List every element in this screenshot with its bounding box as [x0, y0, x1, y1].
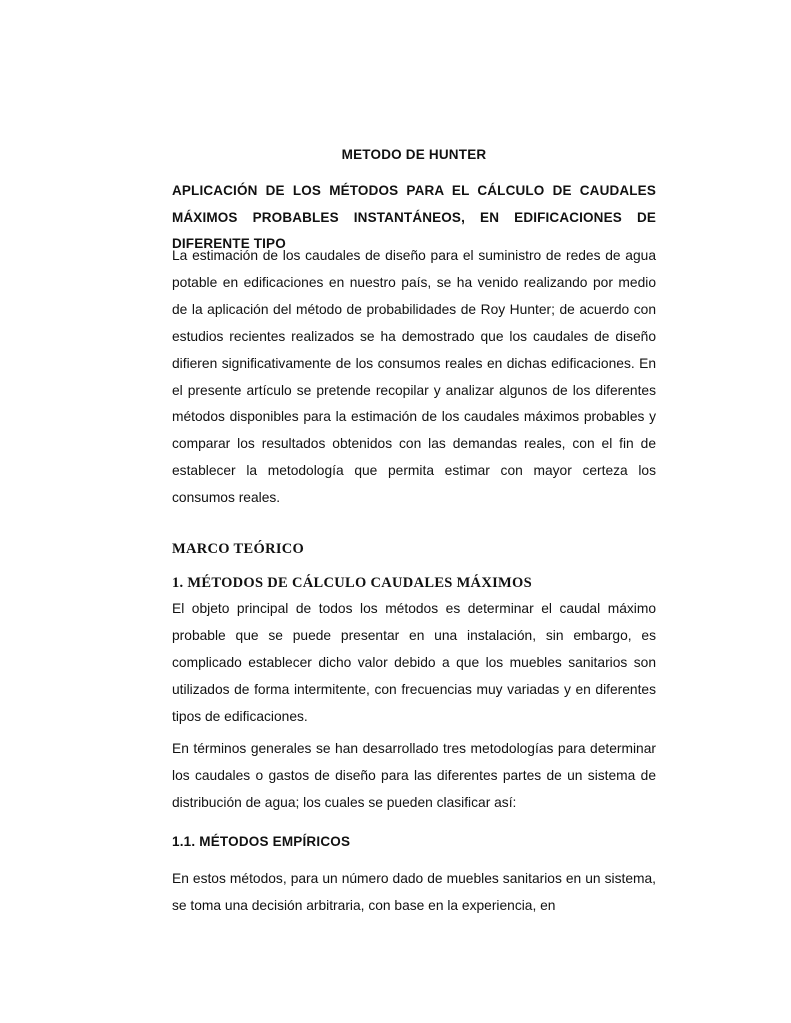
subsubsection-heading-metodos-empiricos: 1.1. MÉTODOS EMPÍRICOS [172, 834, 351, 849]
section-heading-marco-teorico: MARCO TEÓRICO [172, 541, 305, 557]
document-title: METODO DE HUNTER [341, 147, 487, 162]
paragraph-methodologies: En términos generales se han desarrollado tres metodologías para determinar los caudales o gastos de diseño para las diferentes partes de un sistema de distribución de agua; los cuales se pueden clasificar así: [172, 741, 656, 810]
subsection-heading-metodos-calculo: 1. MÉTODOS DE CÁLCULO CAUDALES MÁXIMOS [172, 575, 532, 591]
intro-paragraph: La estimación de los caudales de diseño para el suministro de redes de agua potable en edificaciones en nuestro país, se ha venido realizando por medio de la aplicación del método de probabilidades de Roy Hunter; de acuerdo con estudios recientes realizados se ha demostrado que los caudales de diseño difieren significativamente de los consumos reales en dichas edificaciones. En el presente artículo se pretende recopilar y analizar algunos de los diferentes métodos disponibles para la estimación de los caudales máximos probables y comparar los resultados obtenidos con las demandas reales, con el fin de establecer la metodología que permita estimar con mayor certeza los consumos reales. [172, 248, 656, 506]
paragraph-empirical: En estos métodos, para un número dado de muebles sanitarios en un sistema, se toma una decisión arbitraria, con base en la experiencia, en [172, 871, 656, 913]
paragraph-objective: El objeto principal de todos los métodos es determinar el caudal máximo probable que se puede presentar en una instalación, sin embargo, es complicado establecer dicho valor debido a que los muebles sanitarios son utilizados de forma intermitente, con frecuencias muy variadas y en diferentes tipos de edificaciones. [172, 601, 656, 724]
document-subtitle: APLICACIÓN DE LOS MÉTODOS PARA EL CÁLCULO DE CAUDALES MÁXIMOS PROBABLES INSTANTÁNEOS, EN EDIFICACIONES DE DIFERENTE TIPO [172, 183, 656, 251]
